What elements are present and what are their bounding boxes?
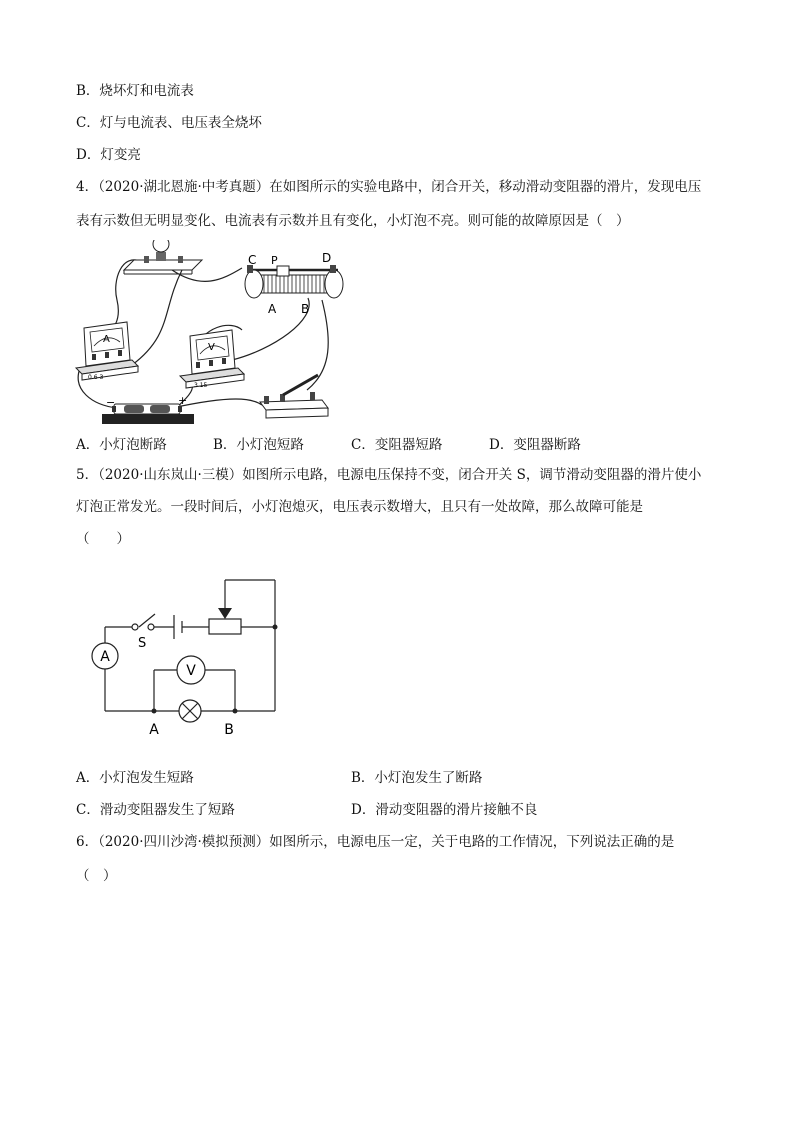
bulb-icon (124, 240, 202, 274)
voltmeter-scale: 3 15 (194, 382, 208, 389)
q4-option-d: D．变阻器断路 (489, 437, 581, 453)
q4-option-a: A．小灯泡断路 (76, 437, 167, 453)
point-b-label: B (224, 722, 234, 738)
battery-plus: + (178, 394, 188, 407)
q5-stem-line2: 灯泡正常发光。一段时间后，小灯泡熄灭，电压表示数增大，且只有一处故障，那么故障可能是 (76, 499, 643, 515)
battery-icon (102, 404, 194, 424)
q5-circuit-diagram (85, 570, 295, 745)
q4-physical-circuit-figure (72, 240, 372, 430)
q5-option-d: D．滑动变阻器的滑片接触不良 (351, 802, 538, 818)
option-d: D．灯变亮 (76, 147, 141, 163)
rheostat-label-b: B (301, 302, 310, 316)
q4-stem-line1: 4．（2020·湖北恩施·中考真题）在如图所示的实验电路中，闭合开关，移动滑动变阻器的滑片，发现电压 (76, 179, 702, 195)
switch-label: S (138, 636, 147, 651)
ammeter-icon (76, 322, 138, 380)
ammeter-letter: A (103, 334, 110, 345)
voltmeter-symbol-label: V (186, 663, 196, 679)
rheostat-label-p: P (271, 254, 278, 267)
q4-option-c: C．变阻器短路 (351, 437, 443, 453)
rheostat-label-a: A (268, 302, 277, 316)
point-a-label: A (149, 722, 159, 738)
q5-stem-line1: 5．（2020·山东岚山·三模）如图所示电路，电源电压保持不变，闭合开关 S，调节滑动变阻器的滑片使小 (76, 467, 702, 483)
ammeter-symbol-label: A (100, 649, 110, 665)
rheostat-icon (245, 265, 343, 298)
slider-arrow-icon (218, 608, 232, 619)
voltmeter-letter: V (208, 342, 215, 353)
q4-stem-line2: 表有示数但无明显变化、电流表有示数并且有变化，小灯泡不亮。则可能的故障原因是（ ） (76, 213, 630, 229)
q5-answer-paren: （ ） (76, 531, 130, 547)
option-b: B．烧坏灯和电流表 (76, 83, 194, 99)
q5-option-a: A．小灯泡发生短路 (76, 770, 194, 786)
ammeter-scale: 0.6 3 (88, 374, 104, 381)
lamp-symbol-icon (179, 700, 201, 722)
rheostat-label-c: C (248, 253, 257, 267)
q5-option-b: B．小灯泡发生了断路 (351, 770, 483, 786)
option-c: C．灯与电流表、电压表全烧坏 (76, 115, 262, 131)
voltmeter-icon (180, 330, 244, 388)
q6-stem-line1: 6．（2020·四川沙湾·模拟预测）如图所示，电源电压一定，关于电路的工作情况，下列说法正确的是 (76, 834, 675, 850)
rheostat-label-d: D (322, 251, 332, 265)
q6-answer-paren: （ ） (76, 868, 117, 884)
switch-icon (260, 375, 328, 418)
q4-option-b: B．小灯泡短路 (213, 437, 304, 453)
battery-minus: − (106, 396, 116, 409)
q5-option-c: C．滑动变阻器发生了短路 (76, 802, 235, 818)
